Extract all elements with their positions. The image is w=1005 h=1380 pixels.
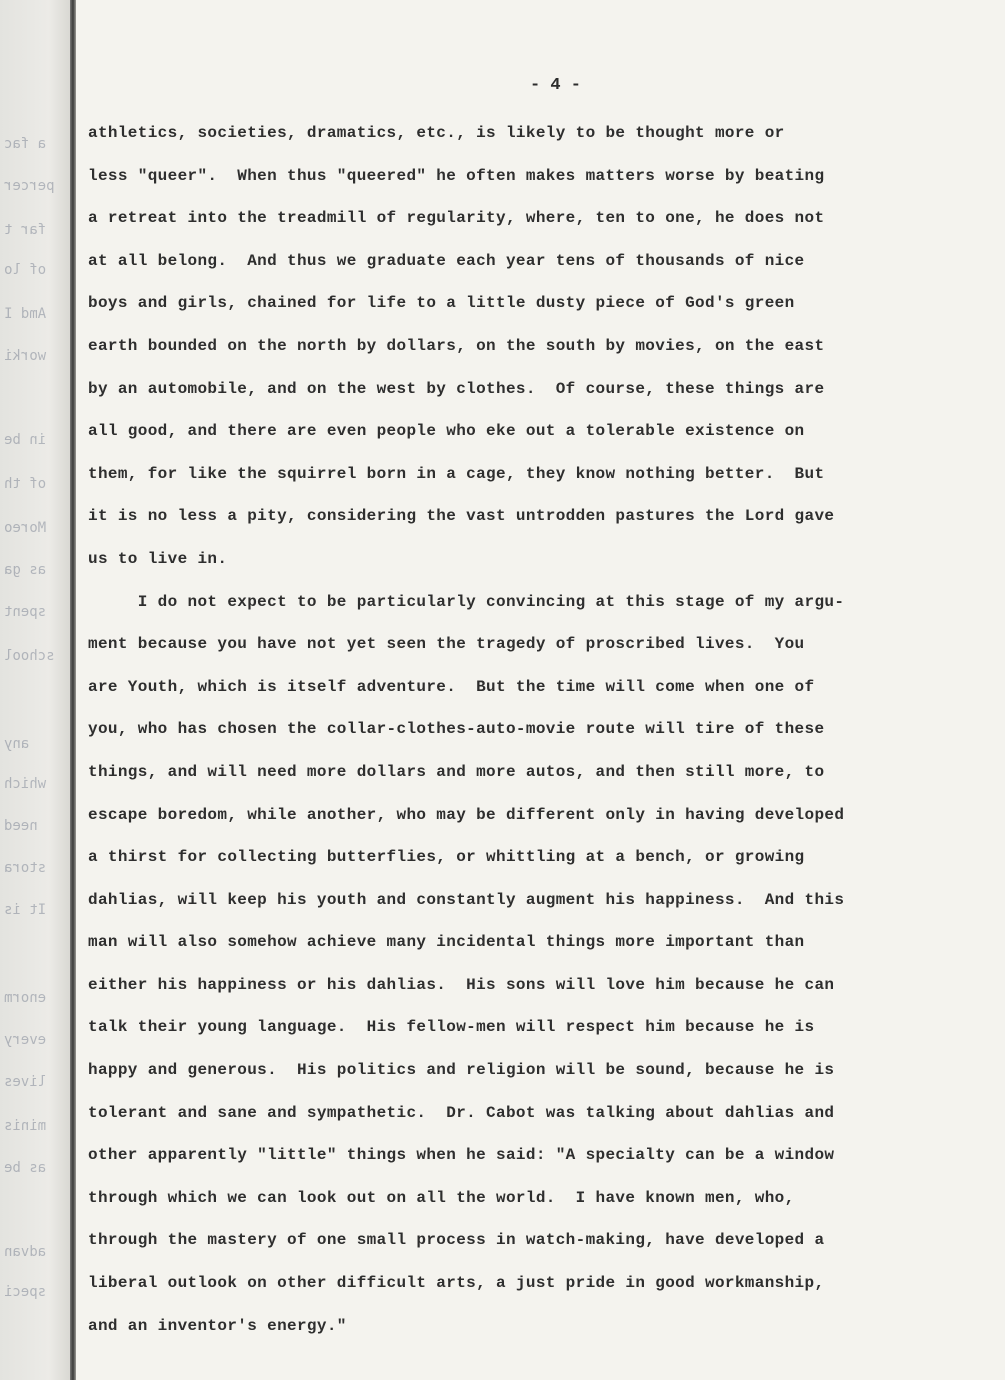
text-line: liberal outlook on other difficult arts, a just pride in good workmanship, bbox=[88, 1274, 825, 1293]
text-line: and an inventor's energy." bbox=[88, 1316, 347, 1335]
bleed-through-text: It is bbox=[4, 902, 47, 918]
page-number: - 4 - bbox=[529, 76, 581, 95]
bleed-through-text: minis bbox=[4, 1118, 47, 1134]
text-line: boys and girls, chained for life to a little dusty piece of God's green bbox=[88, 294, 795, 313]
text-line: at all belong. And thus we graduate each year tens of thousands of nice bbox=[88, 251, 805, 270]
text-line: I do not expect to be particularly convincing at this stage of my argu- bbox=[88, 592, 845, 611]
text-line: dahlias, will keep his youth and constantly augment his happiness. And this bbox=[88, 890, 845, 909]
text-line: happy and generous. His politics and religion will be sound, because he is bbox=[88, 1061, 835, 1080]
text-line: it is no less a pity, considering the vast untrodden pastures the Lord gave bbox=[88, 507, 835, 526]
bleed-through-text: in be bbox=[4, 432, 47, 448]
bleed-through-text: speci bbox=[4, 1284, 47, 1300]
text-line: a thirst for collecting butterflies, or whittling at a bench, or growing bbox=[88, 848, 805, 867]
bleed-through-text: as ga bbox=[4, 562, 47, 578]
bleed-through-text: percer bbox=[4, 178, 55, 194]
bleed-through-text: of lo bbox=[4, 262, 47, 278]
bleed-through-text: a fac bbox=[4, 136, 47, 152]
bleed-through-text: as be bbox=[4, 1160, 47, 1176]
bleed-through-text: worki bbox=[4, 348, 47, 364]
text-line: talk their young language. His fellow-men will respect him because he is bbox=[88, 1018, 815, 1037]
text-line: athletics, societies, dramatics, etc., is likely to be thought more or bbox=[88, 124, 785, 142]
bleed-through-text: advan bbox=[4, 1244, 47, 1260]
bleed-through-text: every bbox=[4, 1032, 47, 1048]
text-line: other apparently "little" things when he said: "A specialty can be a window bbox=[88, 1146, 835, 1165]
paragraph bbox=[88, 581, 988, 1348]
bleed-through-text: Amd I bbox=[4, 306, 47, 322]
bleed-through-text: lives bbox=[4, 1074, 47, 1090]
bleed-through-text: need bbox=[4, 818, 38, 834]
text-line: through which we can look out on all the world. I have known men, who, bbox=[88, 1188, 795, 1207]
bleed-through-text: which bbox=[4, 776, 47, 792]
bleed-through-text: stora bbox=[4, 860, 47, 876]
text-line: a retreat into the treadmill of regularity, where, ten to one, he does not bbox=[88, 209, 825, 228]
text-line: man will also somehow achieve many incidental things more important than bbox=[88, 933, 805, 952]
bleed-through-text: enorm bbox=[4, 990, 47, 1006]
text-line: us to live in. bbox=[88, 549, 228, 568]
text-line: through the mastery of one small process in watch-making, have developed a bbox=[88, 1231, 825, 1250]
typed-page bbox=[76, 0, 1005, 1380]
bleed-through-text: of th bbox=[4, 476, 47, 492]
bleed-through-text: Moreo bbox=[4, 520, 47, 536]
text-line: you, who has chosen the collar-clothes-auto-movie route will tire of these bbox=[88, 720, 825, 739]
text-line: earth bounded on the north by dollars, on the south by movies, on the east bbox=[88, 336, 825, 355]
bleed-through-text: school bbox=[4, 648, 55, 664]
text-line: ment because you have not yet seen the tragedy of proscribed lives. You bbox=[88, 635, 805, 654]
text-line: less "queer". When thus "queered" he often makes matters worse by beating bbox=[88, 166, 825, 185]
previous-page-edge bbox=[0, 0, 70, 1380]
bleed-through-text: far t bbox=[4, 222, 47, 238]
bleed-through-text: any bbox=[4, 736, 30, 752]
text-line: either his happiness or his dahlias. His sons will love him because he can bbox=[88, 975, 835, 994]
paragraph bbox=[88, 112, 988, 581]
text-line: them, for like the squirrel born in a cage, they know nothing better. But bbox=[88, 464, 825, 483]
bleed-through-text: spent bbox=[4, 604, 47, 620]
text-line: by an automobile, and on the west by clothes. Of course, these things are bbox=[88, 379, 825, 398]
text-line: tolerant and sane and sympathetic. Dr. Cabot was talking about dahlias and bbox=[88, 1103, 835, 1122]
text-line: escape boredom, while another, who may be different only in having developed bbox=[88, 805, 845, 824]
body-text bbox=[88, 112, 988, 1347]
text-line: all good, and there are even people who eke out a tolerable existence on bbox=[88, 422, 805, 441]
text-line: are Youth, which is itself adventure. But the time will come when one of bbox=[88, 677, 815, 696]
text-line: things, and will need more dollars and more autos, and then still more, to bbox=[88, 762, 825, 781]
